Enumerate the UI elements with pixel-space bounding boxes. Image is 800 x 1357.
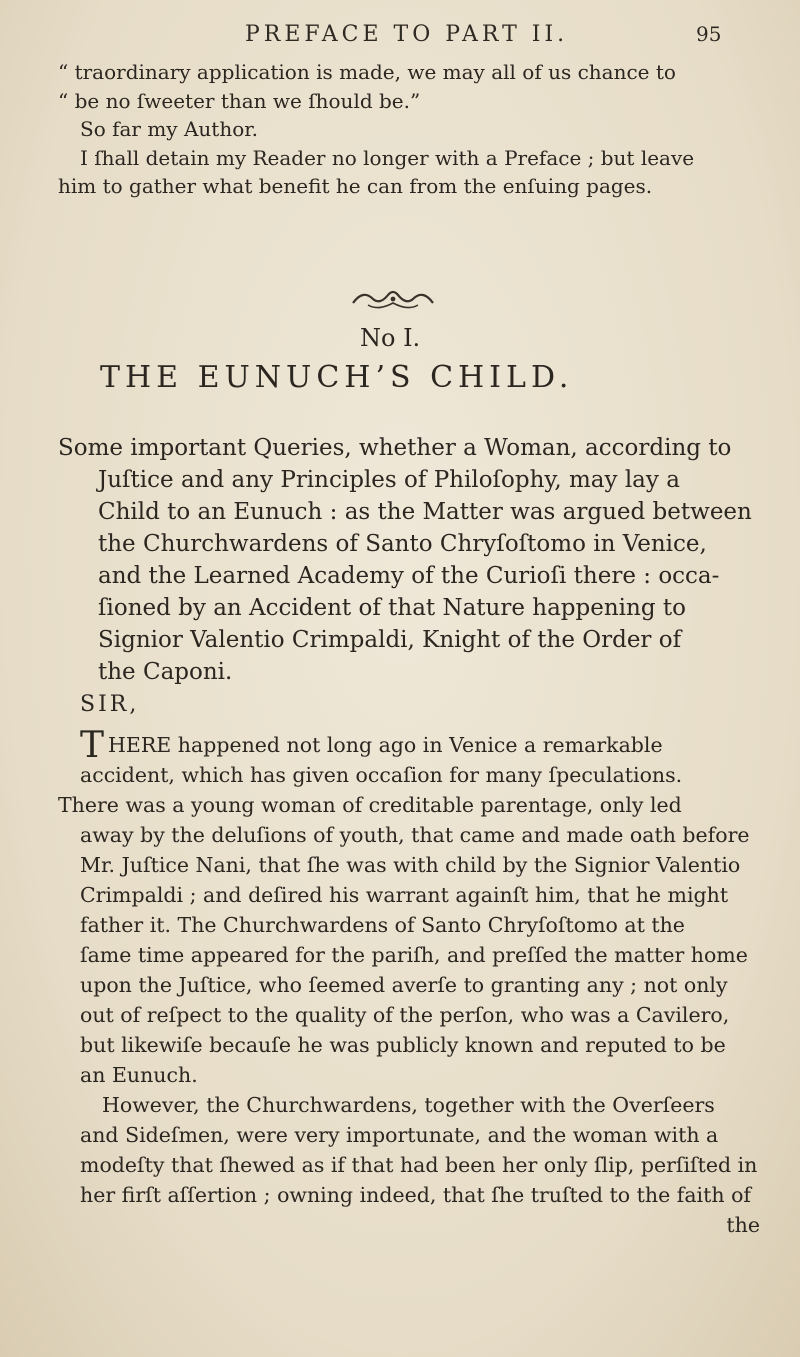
printers-ornament-icon [348,285,438,311]
text-line: upon the Juſtice, who ſeemed averſe to granting any ; not only [80,973,728,997]
page-number: 95 [696,22,722,46]
text-line: ſame time appeared for the pariſh, and preſſed the matter home [80,943,748,967]
text-line: “ traordinary application is made, we may all of us chance to [58,60,676,84]
text-line: There was a young woman of creditable parentage, only led [58,793,682,817]
text-line: and Sideſmen, were very importunate, and the woman with a [80,1123,719,1147]
running-head [245,22,765,47]
text-line: Signior Valentio Crimpaldi, Knight of the Order of [98,627,682,653]
text-line: Child to an Eunuch : as the Matter was argued between [98,499,752,525]
intro-paragraph [58,58,768,201]
text-line: the Caponi. [98,659,233,685]
first-line [58,730,768,760]
text-line: but likewiſe becauſe he was publicly known and reputed to be [80,1033,726,1057]
text-line: her firſt aſſertion ; owning indeed, that ſhe truſted to the faith of [80,1183,751,1207]
text-line: him to gather what benefit he can from the enſuing pages. [58,174,653,198]
text-line: modeſty that ſhewed as if that had been her only ſlip, perſiſted in [80,1153,758,1177]
letter-body [58,730,768,1240]
text-line: father it. The Churchwardens of Santo Chryſoſtomo at the [80,913,685,937]
text-line: Juſtice and any Principles of Philoſophy, may lay a [98,467,680,493]
text-line: accident, which has given occaſion for many ſpeculations. [80,763,683,787]
text-line: the Churchwardens of Santo Chryſoſtomo in Venice, [98,531,707,557]
running-head-title: PREFACE TO PART II. [245,22,569,47]
text-line: I ſhall detain my Reader no longer with a Preface ; but leave [80,145,695,170]
text-line: and the Learned Academy of the Curioſi there : occa- [98,563,720,589]
text-line: “ be no ſweeter than we ſhould be.” [58,88,421,113]
text-line: away by the deluſions of youth, that came and made oath before [80,823,750,847]
catchword: the [726,1213,760,1237]
text-line: So far my Author. [80,117,258,141]
section-summary [58,432,768,688]
text-line: out of reſpect to the quality of the perſon, who was a Cavilero, [80,1003,730,1027]
text-line: ſioned by an Accident of that Nature happening to [98,595,686,621]
text-line: Crimpaldi ; and deſired his warrant againſt him, that he might [80,883,729,907]
text-line: However, the Churchwardens, together with the Overſeers [102,1093,715,1117]
text-line: Mr. Juſtice Nani, that ſhe was with child by the Signior Valentio [80,853,741,877]
text-line: HERE happened not long ago in Venice a remarkable [108,733,663,757]
section-number: No I. [360,324,421,352]
text-line: an Eunuch. [80,1063,198,1087]
text-line: Some important Queries, whether a Woman, according to [58,435,732,461]
section-heading: THE EUNUCH’S CHILD. [100,360,574,395]
salutation: SIR, [80,692,140,717]
drop-cap: T [80,730,105,760]
